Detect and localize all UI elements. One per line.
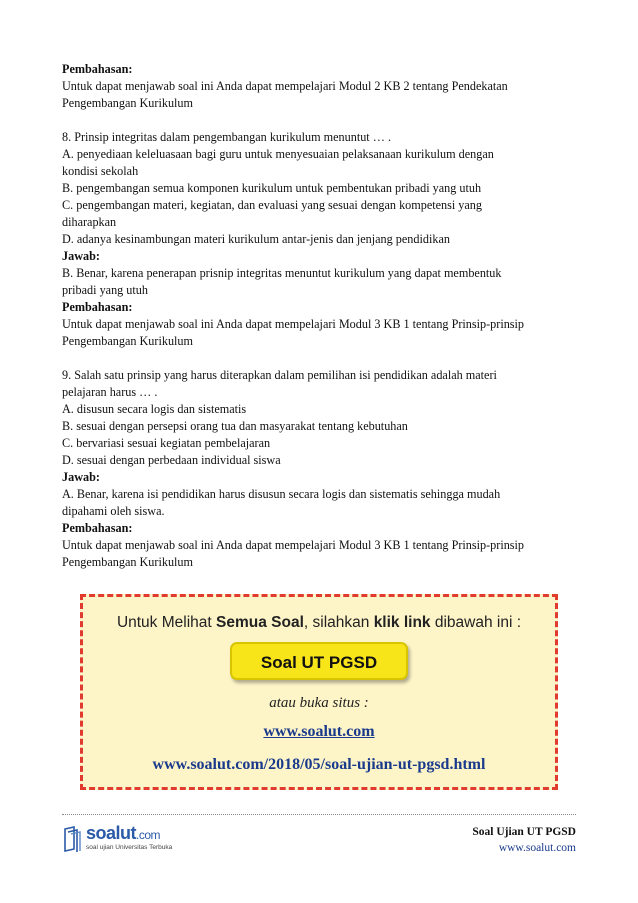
jawab-heading: Jawab: xyxy=(62,249,100,263)
answer-line: dipahami oleh siswa. xyxy=(62,504,165,518)
footer-title: Soal Ujian UT PGSD xyxy=(472,826,576,838)
jawab-heading: Jawab: xyxy=(62,470,100,484)
option-a: A. disusun secara logis dan sistematis xyxy=(62,402,247,416)
pembahasan-heading: Pembahasan: xyxy=(62,300,133,314)
promo-alt-text: atau buka situs : xyxy=(269,695,369,711)
question-8: 8. Prinsip integritas dalam pengembangan kurikulum menuntut … . xyxy=(62,130,392,144)
text-line: Untuk dapat menjawab soal ini Anda dapat mempelajari Modul 3 KB 1 tentang Prinsip-prinsip xyxy=(62,317,525,331)
text-line: Pengembangan Kurikulum xyxy=(62,96,193,110)
option-c: C. pengembangan materi, kegiatan, dan evaluasi yang sesuai dengan kompetensi yang xyxy=(62,198,482,212)
text-line: Pengembangan Kurikulum xyxy=(62,334,193,348)
text-line: Untuk dapat menjawab soal ini Anda dapat mempelajari Modul 2 KB 2 tentang Pendekatan xyxy=(62,79,508,93)
option-b: B. pengembangan semua komponen kurikulum untuk pembentukan pribadi yang utuh xyxy=(62,181,482,195)
pembahasan-heading: Pembahasan: xyxy=(62,62,133,76)
logo-tagline: soal ujian Universitas Terbuka xyxy=(86,844,173,851)
option-a: A. penyediaan keleluasaan bagi guru untuk menyesuaian pelaksanaan kurikulum dengan xyxy=(62,147,494,161)
option-d: D. sesuai dengan perbedaan individual siswa xyxy=(62,453,281,467)
promo-box xyxy=(80,594,558,790)
soalut-logo xyxy=(62,823,182,855)
article-link[interactable]: www.soalut.com/2018/05/soal-ujian-ut-pgsd.html xyxy=(152,756,486,773)
footer xyxy=(472,824,576,856)
answer-line: B. Benar, karena penerapan prisnip integritas menuntut kurikulum yang dapat membentuk xyxy=(62,266,502,280)
site-link[interactable]: www.soalut.com xyxy=(263,723,375,740)
book-pages-icon xyxy=(62,825,84,853)
text-line: diharapkan xyxy=(62,215,117,229)
question-9: 9. Salah satu prinsip yang harus diterapkan dalam pemilihan isi pendidikan adalah materi xyxy=(62,368,497,382)
promo-instruction: Untuk Melihat Semua Soal, silahkan klik link dibawah ini : xyxy=(116,614,522,631)
pembahasan-heading: Pembahasan: xyxy=(62,521,133,535)
footer-divider xyxy=(62,814,576,815)
text-line: Untuk dapat menjawab soal ini Anda dapat mempelajari Modul 3 KB 1 tentang Prinsip-prinsip xyxy=(62,538,525,552)
option-d: D. adanya kesinambungan materi kurikulum antar-jenis dan jenjang pendidikan xyxy=(62,232,450,246)
option-b: B. sesuai dengan persepsi orang tua dan masyarakat tentang kebutuhan xyxy=(62,419,408,433)
answer-line: A. Benar, karena isi pendidikan harus disusun secara logis dan sistematis sehingga mudah xyxy=(62,487,501,501)
soal-ut-pgsd-button[interactable]: Soal UT PGSD xyxy=(230,642,408,680)
answer-line: pribadi yang utuh xyxy=(62,283,148,297)
logo-wordmark: soalut.com xyxy=(86,823,161,843)
text-line: kondisi sekolah xyxy=(62,164,139,178)
option-c: C. bervariasi sesuai kegiatan pembelajaran xyxy=(62,436,271,450)
document-body xyxy=(62,61,582,571)
text-line: Pengembangan Kurikulum xyxy=(62,555,193,569)
footer-url[interactable]: www.soalut.com xyxy=(498,842,576,854)
text-line: pelajaran harus … . xyxy=(62,385,158,399)
